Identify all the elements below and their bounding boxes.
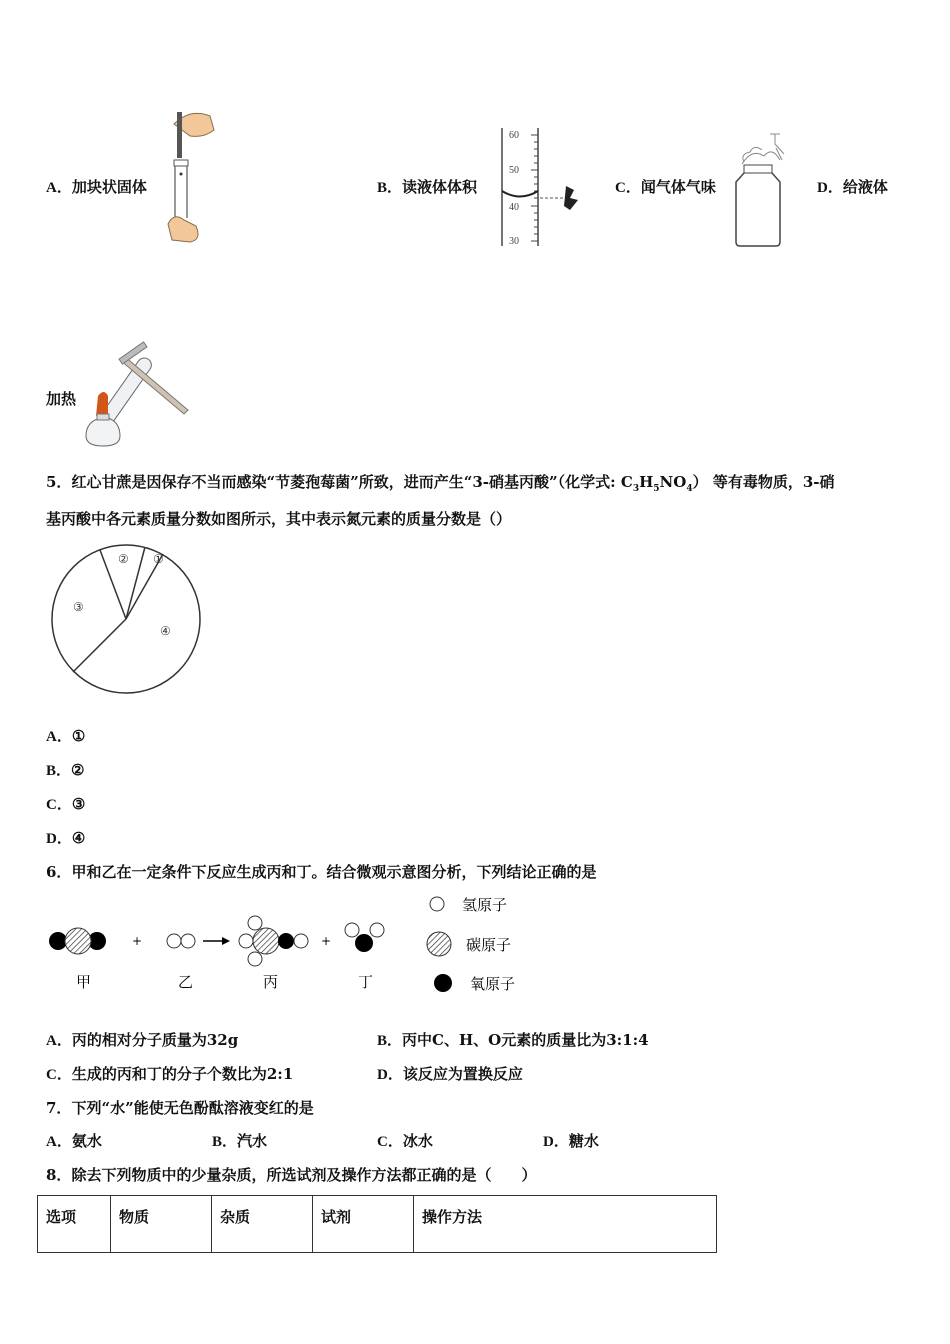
option-label: 加块状固体 [71,178,147,196]
q8-stem [46,1165,536,1185]
option-label: ④ [71,829,86,847]
q5-stem-line1 [46,472,834,499]
option-letter: A． [46,729,72,745]
q6-stem [46,862,596,882]
option-letter: B． [46,763,72,779]
q5-option-b[interactable] [46,760,84,781]
stem-text: 除去下列物质中的少量杂质，所选试剂及操作方法都正确的是（ ） [71,1166,537,1184]
graduated-cylinder-figure [498,126,588,248]
header-impurity: 杂质 [212,1196,313,1253]
q4-option-d [817,177,888,198]
q6-option-c[interactable] [46,1064,293,1085]
option-letter: D． [543,1134,569,1150]
option-letter: B． [377,1033,403,1049]
pie-label-2: ② [118,552,129,566]
option-label: 汽水 [237,1132,268,1150]
q4-option-d-continued: 加热 [46,390,77,408]
svg-text:氧原子: 氧原子 [470,975,516,993]
q5-option-a[interactable] [46,726,85,747]
q7-option-d[interactable] [543,1131,599,1152]
stem-text: 下列“水”能使无色酚酞溶液变红的是 [71,1099,314,1117]
option-label: ① [71,727,86,745]
option-letter: A． [46,1134,72,1150]
gas-bottle-figure [732,130,792,250]
q7-option-b[interactable] [212,1131,267,1152]
option-label: 冰水 [402,1132,433,1150]
svg-text:50: 50 [509,165,519,176]
table-header-row [38,1196,717,1253]
hydrogen-atom-legend-icon [430,897,444,911]
molecule-jia [49,928,106,954]
q5-stem-line2: 基丙酸中各元素质量分数如图所示，其中表示氮元素的质量分数是（） [46,510,512,528]
q4-option-c [615,177,716,198]
option-label: ③ [71,795,86,813]
option-label: 读液体体积 [402,178,478,196]
option-letter: B． [377,180,403,196]
formula-text: H [639,473,654,491]
option-label: 糖水 [568,1132,599,1150]
formula-subscript: 4 [686,484,693,494]
option-letter: C． [46,797,72,813]
formula-subscript: 3 [632,484,640,494]
svg-text:60: 60 [509,130,519,141]
element-mass-fraction-pie-chart [48,541,208,701]
q7-stem [46,1098,314,1118]
option-label: 生成的丙和丁的分子个数比为2:1 [71,1065,294,1083]
q7-option-c[interactable] [377,1131,433,1152]
pie-label-4: ④ [160,624,171,638]
question-number: 5． [46,473,72,491]
svg-text:+: + [321,934,332,948]
q6-option-b[interactable] [377,1030,649,1051]
svg-text:40: 40 [509,202,519,213]
label-bing: 丙 [263,973,279,991]
option-label: ② [71,761,85,779]
test-tube-adding-solid-figure [160,108,220,244]
svg-text:+: + [132,934,143,948]
oxygen-atom-legend-icon [434,974,452,992]
header-substance: 物质 [111,1196,212,1253]
stem-text: 甲和乙在一定条件下反应生成丙和丁。结合微观示意图分析，下列结论正确的是 [71,863,597,881]
label-ding: 丁 [358,973,374,991]
header-reagent: 试剂 [313,1196,414,1253]
q5-option-c[interactable] [46,794,85,815]
option-letter: A． [46,180,72,196]
option-letter: C． [46,1067,72,1083]
formula-text: NO [659,473,687,491]
svg-text:30: 30 [509,236,519,247]
heating-test-tube-figure [80,338,195,454]
q8-table [37,1195,717,1253]
reaction-micro-diagram [40,885,540,1000]
q6-option-a[interactable] [46,1030,238,1051]
option-label: 丙的相对分子质量为32g [71,1031,239,1049]
option-label: 给液体 [842,178,888,196]
option-label: 氨水 [71,1132,102,1150]
question-number: 7． [46,1099,72,1117]
option-letter: D． [46,831,72,847]
q6-option-d[interactable] [377,1064,523,1085]
header-option: 选项 [38,1196,111,1253]
option-letter: D． [817,180,843,196]
formula-subscript: 5 [653,484,660,494]
pie-label-1: ① [153,552,164,566]
pie-label-3: ③ [73,600,84,614]
option-letter: C． [377,1134,403,1150]
label-yi: 乙 [178,973,194,991]
q7-option-a[interactable] [46,1131,102,1152]
option-letter: D． [377,1067,403,1083]
option-label: 闻气体气味 [640,178,716,196]
question-number: 8． [46,1166,72,1184]
question-number: 6． [46,863,72,881]
option-letter: B． [212,1134,238,1150]
q4-option-b [377,177,477,198]
header-method: 操作方法 [414,1196,717,1253]
option-letter: C． [615,180,641,196]
carbon-atom-legend-icon [427,932,451,956]
svg-text:碳原子: 碳原子 [466,936,512,954]
label-jia: 甲 [76,973,92,991]
q4-option-a [46,177,147,198]
option-label: 丙中C、H、O元素的质量比为3:1:4 [402,1031,649,1049]
option-letter: A． [46,1033,72,1049]
option-label: 该反应为置换反应 [402,1065,523,1083]
q5-option-d[interactable] [46,828,85,849]
svg-text:氢原子: 氢原子 [462,896,508,914]
stem-text: 红心甘蔗是因保存不当而感染“节菱孢莓菌”所致，进而产生“3-硝基丙酸”（化学式: C [71,473,633,491]
stem-text: ） 等有毒物质，3-硝 [692,473,835,491]
